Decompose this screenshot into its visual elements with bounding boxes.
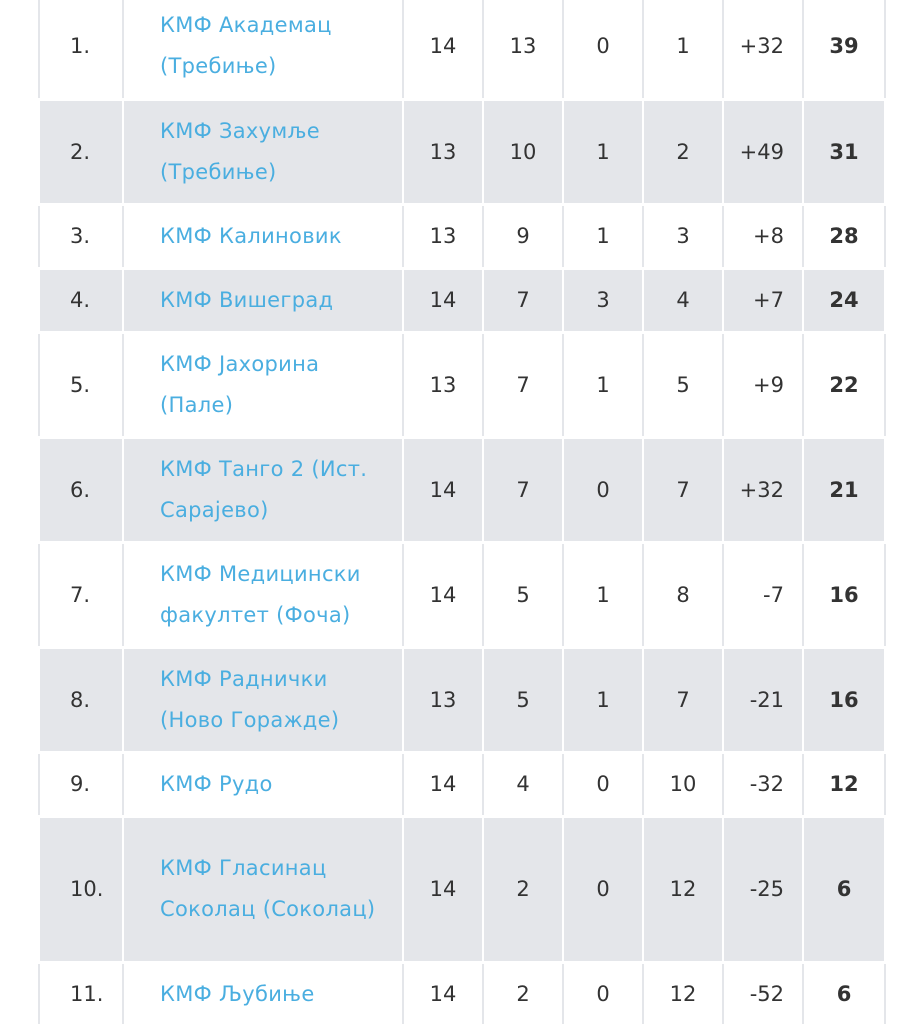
points-cell: 6 xyxy=(803,962,885,1024)
lost-cell: 12 xyxy=(643,962,723,1024)
drawn-cell: 1 xyxy=(563,647,643,752)
team-link[interactable]: КМФ Вишеград xyxy=(160,287,334,312)
points-cell: 22 xyxy=(803,332,885,437)
points-cell: 39 xyxy=(803,0,885,99)
drawn-cell: 1 xyxy=(563,99,643,204)
team-link[interactable]: КМФ Раднички (Ново Горажде) xyxy=(160,666,340,732)
position-cell: 1. xyxy=(39,0,123,99)
table-row xyxy=(39,99,885,204)
team-link[interactable]: КМФ Танго 2 (Ист. Сарајево) xyxy=(160,456,368,522)
team-cell xyxy=(123,816,403,962)
drawn-cell: 0 xyxy=(563,752,643,816)
points-cell: 31 xyxy=(803,99,885,204)
position-cell: 9. xyxy=(39,752,123,816)
team-cell xyxy=(123,204,403,268)
team-cell xyxy=(123,99,403,204)
position-cell: 6. xyxy=(39,437,123,542)
points-cell: 16 xyxy=(803,542,885,647)
team-cell xyxy=(123,542,403,647)
table-row xyxy=(39,437,885,542)
table-row xyxy=(39,204,885,268)
team-cell xyxy=(123,437,403,542)
table-row xyxy=(39,752,885,816)
goal-difference-cell: +49 xyxy=(723,99,803,204)
lost-cell: 1 xyxy=(643,0,723,99)
goal-difference-cell: +7 xyxy=(723,268,803,332)
goal-difference-cell: -7 xyxy=(723,542,803,647)
team-cell xyxy=(123,268,403,332)
won-cell: 7 xyxy=(483,437,563,542)
drawn-cell: 0 xyxy=(563,816,643,962)
team-link[interactable]: КМФ Гласинац Соколац (Соколац) xyxy=(160,856,376,921)
table-row xyxy=(39,268,885,332)
team-link[interactable]: КМФ Рудо xyxy=(160,771,273,796)
lost-cell: 3 xyxy=(643,204,723,268)
team-link[interactable]: КМФ Захумље (Требиње) xyxy=(160,118,320,184)
table-row xyxy=(39,962,885,1024)
team-link[interactable]: КМФ Јахорина (Пале) xyxy=(160,351,320,417)
played-cell: 13 xyxy=(403,647,483,752)
lost-cell: 7 xyxy=(643,647,723,752)
lost-cell: 7 xyxy=(643,437,723,542)
lost-cell: 4 xyxy=(643,268,723,332)
goal-difference-cell: -21 xyxy=(723,647,803,752)
position-cell: 7. xyxy=(39,542,123,647)
team-cell xyxy=(123,0,403,99)
drawn-cell: 0 xyxy=(563,437,643,542)
team-link[interactable]: КМФ Љубиње xyxy=(160,981,315,1006)
points-cell: 16 xyxy=(803,647,885,752)
lost-cell: 12 xyxy=(643,816,723,962)
points-cell: 6 xyxy=(803,816,885,962)
position-cell: 10. xyxy=(39,816,123,962)
points-cell: 24 xyxy=(803,268,885,332)
position-cell: 11. xyxy=(39,962,123,1024)
team-cell xyxy=(123,962,403,1024)
won-cell: 5 xyxy=(483,647,563,752)
drawn-cell: 1 xyxy=(563,542,643,647)
drawn-cell: 0 xyxy=(563,0,643,99)
lost-cell: 2 xyxy=(643,99,723,204)
won-cell: 2 xyxy=(483,816,563,962)
won-cell: 13 xyxy=(483,0,563,99)
drawn-cell: 1 xyxy=(563,332,643,437)
goal-difference-cell: +9 xyxy=(723,332,803,437)
table-row xyxy=(39,332,885,437)
played-cell: 14 xyxy=(403,542,483,647)
goal-difference-cell: +32 xyxy=(723,437,803,542)
played-cell: 14 xyxy=(403,962,483,1024)
goal-difference-cell: +8 xyxy=(723,204,803,268)
goal-difference-cell: +32 xyxy=(723,0,803,99)
table-row xyxy=(39,816,885,962)
table-row xyxy=(39,647,885,752)
played-cell: 14 xyxy=(403,752,483,816)
drawn-cell: 3 xyxy=(563,268,643,332)
standings-table xyxy=(38,0,886,1024)
points-cell: 12 xyxy=(803,752,885,816)
played-cell: 14 xyxy=(403,268,483,332)
played-cell: 13 xyxy=(403,99,483,204)
team-cell xyxy=(123,332,403,437)
lost-cell: 8 xyxy=(643,542,723,647)
drawn-cell: 0 xyxy=(563,962,643,1024)
won-cell: 2 xyxy=(483,962,563,1024)
won-cell: 4 xyxy=(483,752,563,816)
points-cell: 28 xyxy=(803,204,885,268)
goal-difference-cell: -52 xyxy=(723,962,803,1024)
position-cell: 2. xyxy=(39,99,123,204)
points-cell: 21 xyxy=(803,437,885,542)
won-cell: 9 xyxy=(483,204,563,268)
won-cell: 7 xyxy=(483,332,563,437)
played-cell: 14 xyxy=(403,816,483,962)
goal-difference-cell: -32 xyxy=(723,752,803,816)
team-link[interactable]: КМФ Медицински факултет (Фоча) xyxy=(160,561,361,627)
drawn-cell: 1 xyxy=(563,204,643,268)
won-cell: 7 xyxy=(483,268,563,332)
team-link[interactable]: КМФ Калиновик xyxy=(160,223,342,248)
played-cell: 13 xyxy=(403,204,483,268)
played-cell: 14 xyxy=(403,437,483,542)
table-row xyxy=(39,542,885,647)
won-cell: 10 xyxy=(483,99,563,204)
position-cell: 8. xyxy=(39,647,123,752)
played-cell: 14 xyxy=(403,0,483,99)
position-cell: 5. xyxy=(39,332,123,437)
goal-difference-cell: -25 xyxy=(723,816,803,962)
position-cell: 4. xyxy=(39,268,123,332)
position-cell: 3. xyxy=(39,204,123,268)
lost-cell: 10 xyxy=(643,752,723,816)
played-cell: 13 xyxy=(403,332,483,437)
lost-cell: 5 xyxy=(643,332,723,437)
team-cell xyxy=(123,752,403,816)
team-link[interactable]: КМФ Академац (Требиње) xyxy=(160,12,332,78)
team-cell xyxy=(123,647,403,752)
table-row xyxy=(39,0,885,99)
won-cell: 5 xyxy=(483,542,563,647)
